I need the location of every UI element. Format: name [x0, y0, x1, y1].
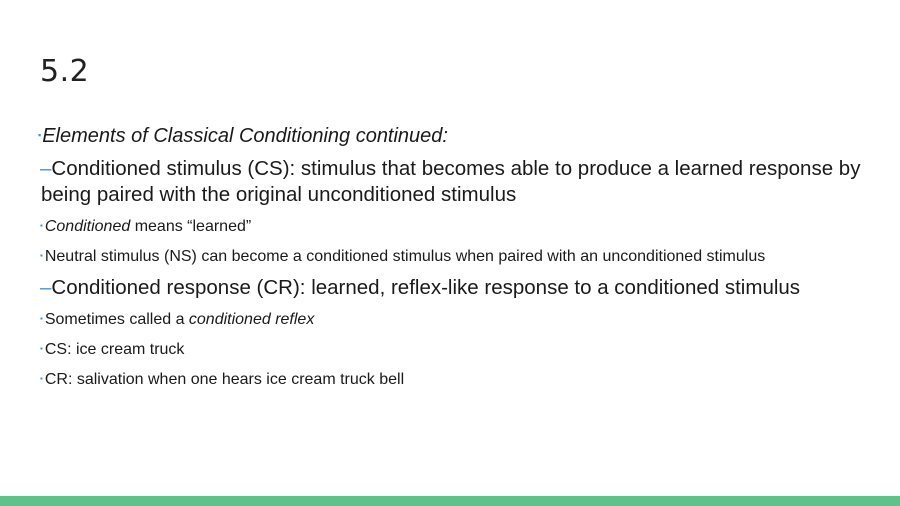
bullet-level3 [38, 338, 868, 361]
dash-bullet-icon: – [40, 157, 52, 180]
bullet-italic-text: Conditioned [44, 218, 131, 235]
bullet-text: Elements of Classical Conditioning continued: [42, 125, 448, 147]
square-bullet-icon: ▪ [40, 374, 43, 383]
bullet-text: Sometimes called a [44, 311, 189, 328]
square-bullet-icon: ▪ [38, 130, 42, 140]
square-bullet-icon: ▪ [40, 344, 43, 353]
square-bullet-icon: ▪ [40, 221, 43, 230]
bullet-level3 [38, 215, 868, 238]
bullet-text: Conditioned response (CR): learned, reflex-like response to a conditioned stimulus [51, 276, 801, 299]
bullet-level2 [38, 275, 868, 301]
dash-bullet-icon: – [40, 276, 52, 299]
bullet-text: CR: salivation when one hears ice cream truck bell [44, 371, 405, 388]
bullet-text: CS: ice cream truck [44, 341, 185, 358]
bullet-italic-text: conditioned reflex [188, 311, 315, 328]
bullet-level3 [38, 368, 868, 391]
bullet-level3 [38, 245, 868, 268]
slide-title: 5.2 [40, 54, 90, 89]
square-bullet-icon: ▪ [40, 251, 43, 260]
bullet-text: means “learned” [130, 218, 252, 235]
bullet-level3 [38, 308, 868, 331]
bullet-level1 [38, 122, 868, 149]
footer-accent-bar [0, 496, 900, 506]
bullet-text: Conditioned stimulus (CS): stimulus that becomes able to produce a learned response by being paired with the original unconditioned stimulus [41, 157, 861, 206]
bullet-level2 [38, 156, 868, 208]
slide-content [38, 122, 868, 398]
bullet-text: Neutral stimulus (NS) can become a conditioned stimulus when paired with an unconditioned stimulus [44, 248, 766, 265]
square-bullet-icon: ▪ [40, 314, 43, 323]
